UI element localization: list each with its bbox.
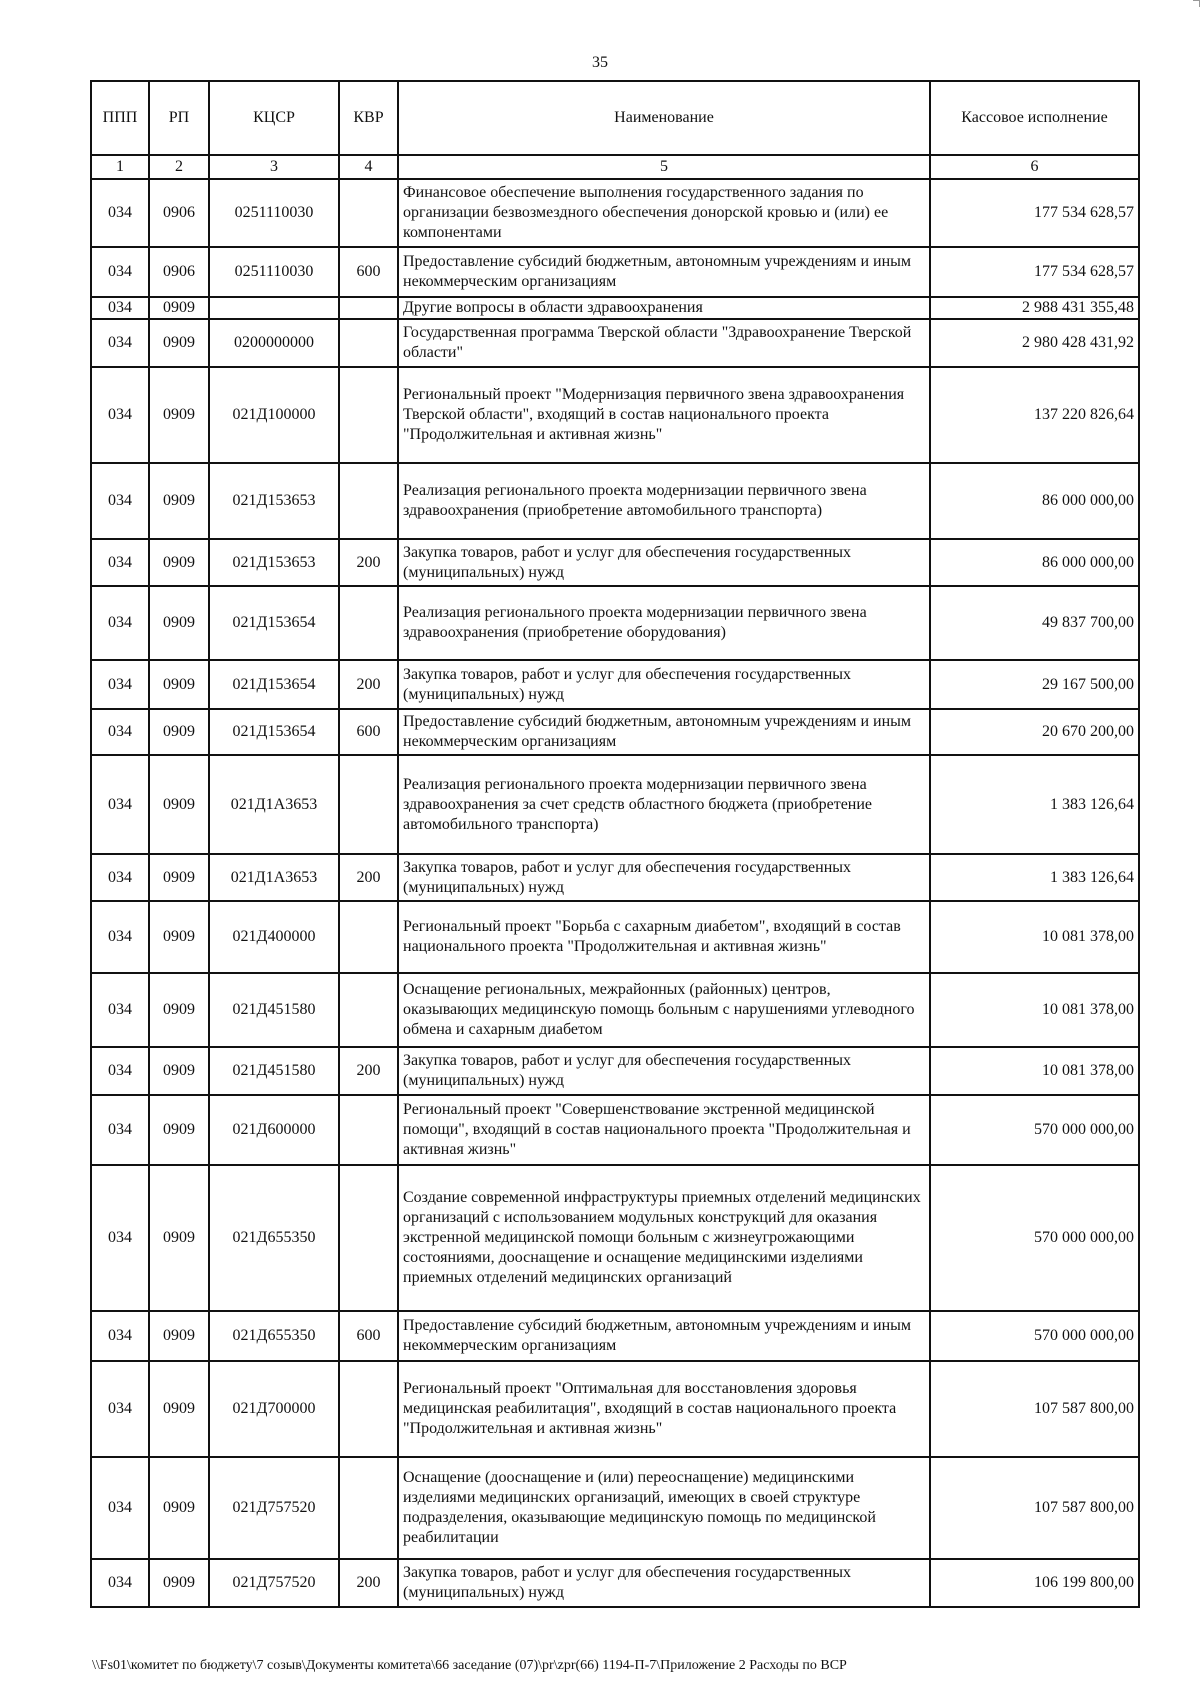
table-row: [91, 973, 1139, 1047]
ppp-cell: 034: [91, 973, 149, 1047]
table-row: [91, 367, 1139, 463]
rp-cell: 0909: [149, 1559, 209, 1607]
header-row: [91, 81, 1139, 155]
kvr-cell: [339, 179, 398, 247]
kcsr-cell: 021Д600000: [209, 1095, 339, 1165]
name-cell: Финансовое обеспечение выполнения государственного задания по организации безвозмездного обеспечения донорской кровью и (или) ее компонентами: [398, 179, 930, 247]
name-cell: Региональный проект "Оптимальная для восстановления здоровья медицинская реабилитация", входящий в состав национального проекта "Продолжительная и активная жизнь": [398, 1361, 930, 1457]
kvr-cell: 600: [339, 709, 398, 755]
kvr-cell: 600: [339, 1311, 398, 1361]
scan-frame-corner: [1193, 0, 1200, 7]
rp-cell: 0909: [149, 586, 209, 660]
ppp-cell: 034: [91, 660, 149, 709]
table-row: [91, 1095, 1139, 1165]
amount-cell: 10 081 378,00: [930, 1047, 1139, 1095]
rp-cell: 0909: [149, 755, 209, 854]
kvr-cell: [339, 463, 398, 539]
rp-cell: 0909: [149, 1165, 209, 1311]
name-cell: Закупка товаров, работ и услуг для обеспечения государственных (муниципальных) нужд: [398, 539, 930, 586]
ppp-cell: 034: [91, 247, 149, 297]
kvr-cell: [339, 297, 398, 319]
rp-cell: 0909: [149, 709, 209, 755]
table-row: [91, 1047, 1139, 1095]
rp-cell: 0909: [149, 660, 209, 709]
kvr-cell: [339, 586, 398, 660]
table-row: [91, 539, 1139, 586]
kvr-cell: [339, 1457, 398, 1559]
kcsr-cell: 021Д1А3653: [209, 755, 339, 854]
rp-cell: 0906: [149, 179, 209, 247]
amount-cell: 106 199 800,00: [930, 1559, 1139, 1607]
ppp-cell: 034: [91, 1361, 149, 1457]
rp-cell: 0906: [149, 247, 209, 297]
amount-cell: 570 000 000,00: [930, 1095, 1139, 1165]
header-name: Наименование: [398, 81, 930, 155]
kcsr-cell: 021Д757520: [209, 1559, 339, 1607]
kcsr-cell: 0200000000: [209, 319, 339, 367]
rp-cell: 0909: [149, 297, 209, 319]
rp-cell: 0909: [149, 973, 209, 1047]
name-cell: Государственная программа Тверской области "Здравоохранение Тверской области": [398, 319, 930, 367]
amount-cell: 29 167 500,00: [930, 660, 1139, 709]
budget-expenditure-table: [90, 80, 1140, 1608]
table-row: [91, 1457, 1139, 1559]
kvr-cell: [339, 755, 398, 854]
kcsr-cell: 021Д153654: [209, 660, 339, 709]
kvr-cell: 200: [339, 660, 398, 709]
kcsr-cell: 0251110030: [209, 179, 339, 247]
rp-cell: 0909: [149, 854, 209, 901]
kvr-cell: 200: [339, 539, 398, 586]
name-cell: Оснащение региональных, межрайонных (районных) центров, оказывающих медицинскую помощь больным с нарушениями углеводного обмена и сахарным диабетом: [398, 973, 930, 1047]
name-cell: Создание современной инфраструктуры приемных отделений медицинских организаций с использованием модульных конструкций для оказания экстренной медицинской помощи больным с жизнеугрожающими состояниями, дооснащение и оснащение медицинскими изделиями приемных отделений медицинских организаций: [398, 1165, 930, 1311]
kcsr-cell: 021Д757520: [209, 1457, 339, 1559]
table-row: [91, 586, 1139, 660]
kcsr-cell: 021Д451580: [209, 973, 339, 1047]
ppp-cell: 034: [91, 1311, 149, 1361]
name-cell: Предоставление субсидий бюджетным, автономным учреждениям и иным некоммерческим организациям: [398, 247, 930, 297]
kcsr-cell: 021Д700000: [209, 1361, 339, 1457]
amount-cell: 107 587 800,00: [930, 1457, 1139, 1559]
ppp-cell: 034: [91, 319, 149, 367]
ppp-cell: 034: [91, 709, 149, 755]
table-row: [91, 319, 1139, 367]
amount-cell: 570 000 000,00: [930, 1311, 1139, 1361]
kcsr-cell: 021Д153653: [209, 539, 339, 586]
amount-cell: 10 081 378,00: [930, 901, 1139, 973]
ppp-cell: 034: [91, 1047, 149, 1095]
kcsr-cell: 021Д153653: [209, 463, 339, 539]
header-rp: РП: [149, 81, 209, 155]
table-row: [91, 463, 1139, 539]
amount-cell: 49 837 700,00: [930, 586, 1139, 660]
kvr-cell: 200: [339, 1559, 398, 1607]
name-cell: Закупка товаров, работ и услуг для обеспечения государственных (муниципальных) нужд: [398, 1047, 930, 1095]
header-kvr: КВР: [339, 81, 398, 155]
ppp-cell: 034: [91, 854, 149, 901]
kcsr-cell: [209, 297, 339, 319]
rp-cell: 0909: [149, 539, 209, 586]
rp-cell: 0909: [149, 319, 209, 367]
ppp-cell: 034: [91, 463, 149, 539]
name-cell: Закупка товаров, работ и услуг для обеспечения государственных (муниципальных) нужд: [398, 660, 930, 709]
ppp-cell: 034: [91, 297, 149, 319]
amount-cell: 86 000 000,00: [930, 539, 1139, 586]
ppp-cell: 034: [91, 586, 149, 660]
rp-cell: 0909: [149, 1047, 209, 1095]
kvr-cell: 200: [339, 854, 398, 901]
ppp-cell: 034: [91, 1559, 149, 1607]
table-row: [91, 709, 1139, 755]
kcsr-cell: 021Д655350: [209, 1165, 339, 1311]
name-cell: Реализация регионального проекта модернизации первичного звена здравоохранения (приобретение оборудования): [398, 586, 930, 660]
amount-cell: 177 534 628,57: [930, 247, 1139, 297]
column-number: 3: [209, 155, 339, 179]
kvr-cell: [339, 1361, 398, 1457]
rp-cell: 0909: [149, 367, 209, 463]
file-path-footer: \\Fs01\комитет по бюджету\7 созыв\Документы комитета\66 заседание (07)\pr\zpr(66) 1194-П-7\Приложение 2 Расходы по ВСР: [92, 1658, 847, 1673]
name-cell: Региональный проект "Модернизация первичного звена здравоохранения Тверской области", входящий в состав национального проекта "Продолжительная и активная жизнь": [398, 367, 930, 463]
amount-cell: 20 670 200,00: [930, 709, 1139, 755]
kcsr-cell: 021Д400000: [209, 901, 339, 973]
header-ppp: ППП: [91, 81, 149, 155]
amount-cell: 177 534 628,57: [930, 179, 1139, 247]
ppp-cell: 034: [91, 179, 149, 247]
kvr-cell: 200: [339, 1047, 398, 1095]
table-row: [91, 179, 1139, 247]
amount-cell: 570 000 000,00: [930, 1165, 1139, 1311]
name-cell: Региональный проект "Борьба с сахарным диабетом", входящий в состав национального проекта "Продолжительная и активная жизнь": [398, 901, 930, 973]
amount-cell: 86 000 000,00: [930, 463, 1139, 539]
name-cell: Закупка товаров, работ и услуг для обеспечения государственных (муниципальных) нужд: [398, 854, 930, 901]
rp-cell: 0909: [149, 1361, 209, 1457]
kcsr-cell: 021Д100000: [209, 367, 339, 463]
table-row: [91, 660, 1139, 709]
column-number: 6: [930, 155, 1139, 179]
table-row: [91, 1361, 1139, 1457]
name-cell: Закупка товаров, работ и услуг для обеспечения государственных (муниципальных) нужд: [398, 1559, 930, 1607]
name-cell: Предоставление субсидий бюджетным, автономным учреждениям и иным некоммерческим организациям: [398, 709, 930, 755]
column-number: 5: [398, 155, 930, 179]
column-number: 1: [91, 155, 149, 179]
ppp-cell: 034: [91, 901, 149, 973]
kcsr-cell: 021Д655350: [209, 1311, 339, 1361]
kcsr-cell: 021Д153654: [209, 586, 339, 660]
ppp-cell: 034: [91, 1165, 149, 1311]
kvr-cell: [339, 973, 398, 1047]
amount-cell: 1 383 126,64: [930, 755, 1139, 854]
kcsr-cell: 0251110030: [209, 247, 339, 297]
table-row: [91, 297, 1139, 319]
name-cell: Региональный проект "Совершенствование экстренной медицинской помощи", входящий в состав национального проекта "Продолжительная и активная жизнь": [398, 1095, 930, 1165]
kvr-cell: [339, 367, 398, 463]
amount-cell: 107 587 800,00: [930, 1361, 1139, 1457]
table-row: [91, 1311, 1139, 1361]
kcsr-cell: 021Д1А3653: [209, 854, 339, 901]
table-row: [91, 247, 1139, 297]
rp-cell: 0909: [149, 901, 209, 973]
ppp-cell: 034: [91, 755, 149, 854]
rp-cell: 0909: [149, 1311, 209, 1361]
rp-cell: 0909: [149, 1095, 209, 1165]
kvr-cell: [339, 1165, 398, 1311]
kcsr-cell: 021Д451580: [209, 1047, 339, 1095]
kcsr-cell: 021Д153654: [209, 709, 339, 755]
ppp-cell: 034: [91, 1457, 149, 1559]
table-row: [91, 854, 1139, 901]
column-number: 4: [339, 155, 398, 179]
table-row: [91, 755, 1139, 854]
rp-cell: 0909: [149, 463, 209, 539]
ppp-cell: 034: [91, 539, 149, 586]
table-row: [91, 1559, 1139, 1607]
page-number: 35: [592, 54, 608, 71]
amount-cell: 10 081 378,00: [930, 973, 1139, 1047]
name-cell: Реализация регионального проекта модернизации первичного звена здравоохранения за счет средств областного бюджета (приобретение автомобильного транспорта): [398, 755, 930, 854]
name-cell: Оснащение (дооснащение и (или) переоснащение) медицинскими изделиями медицинских организаций, имеющих в своей структуре подразделения, оказывающие медицинскую помощь по медицинской реабилитации: [398, 1457, 930, 1559]
header-amount: Кассовое исполнение: [930, 81, 1139, 155]
rp-cell: 0909: [149, 1457, 209, 1559]
table-body: [91, 179, 1139, 1607]
ppp-cell: 034: [91, 367, 149, 463]
amount-cell: 2 980 428 431,92: [930, 319, 1139, 367]
name-cell: Предоставление субсидий бюджетным, автономным учреждениям и иным некоммерческим организациям: [398, 1311, 930, 1361]
column-number: 2: [149, 155, 209, 179]
amount-cell: 2 988 431 355,48: [930, 297, 1139, 319]
name-cell: Другие вопросы в области здравоохранения: [398, 297, 930, 319]
amount-cell: 1 383 126,64: [930, 854, 1139, 901]
table-row: [91, 1165, 1139, 1311]
column-number-row: [91, 155, 1139, 179]
kvr-cell: [339, 319, 398, 367]
kvr-cell: 600: [339, 247, 398, 297]
table-row: [91, 901, 1139, 973]
kvr-cell: [339, 901, 398, 973]
ppp-cell: 034: [91, 1095, 149, 1165]
header-kcsr: КЦСР: [209, 81, 339, 155]
amount-cell: 137 220 826,64: [930, 367, 1139, 463]
kvr-cell: [339, 1095, 398, 1165]
name-cell: Реализация регионального проекта модернизации первичного звена здравоохранения (приобретение автомобильного транспорта): [398, 463, 930, 539]
